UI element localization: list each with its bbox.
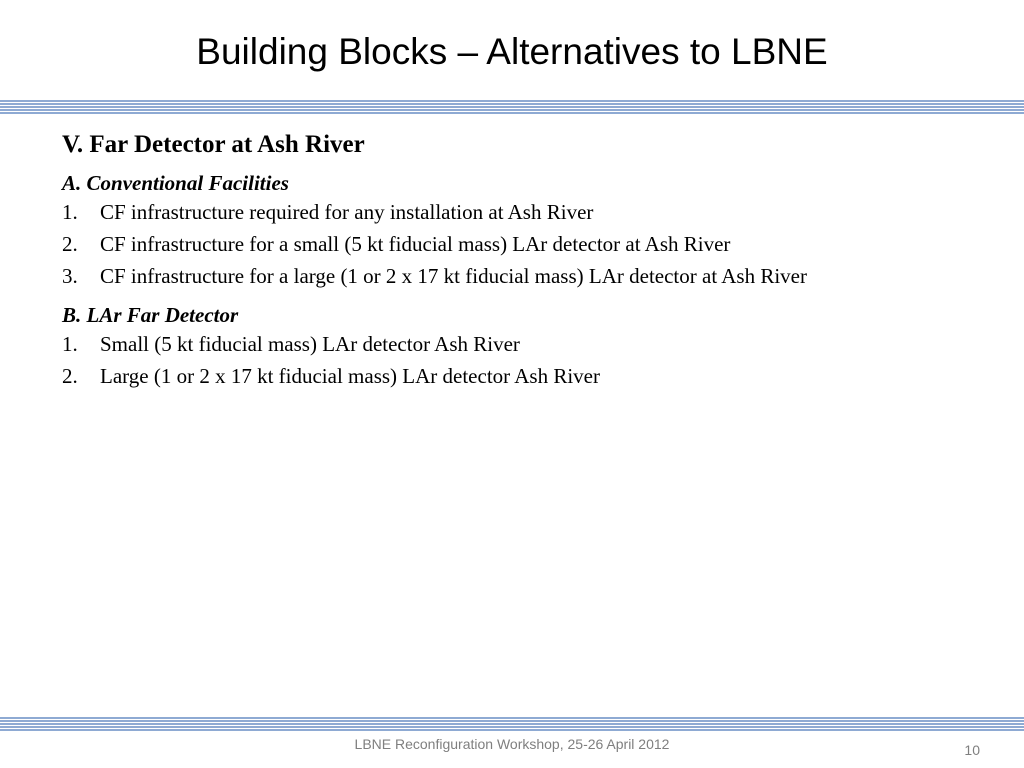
section-conventional-facilities	[62, 170, 962, 292]
list-item-number: 1.	[62, 200, 78, 224]
page-number: 10	[964, 742, 980, 758]
list-item	[62, 228, 962, 260]
slide-content	[62, 128, 962, 392]
list-item-number: 2.	[62, 364, 78, 388]
slide-title: Building Blocks – Alternatives to LBNE	[196, 31, 828, 72]
list-conventional-facilities	[62, 196, 962, 292]
list-item-number: 2.	[62, 232, 78, 256]
list-item	[62, 360, 962, 392]
section-heading: V. Far Detector at Ash River	[62, 131, 365, 158]
list-item	[62, 260, 962, 292]
list-lar-far-detector	[62, 328, 962, 392]
bottom-divider	[0, 717, 1024, 731]
list-item-text: CF infrastructure for a large (1 or 2 x 17 kt fiducial mass) LAr detector at Ash River	[100, 264, 807, 288]
section-lar-far-detector	[62, 302, 962, 392]
subheading-conventional-facilities: A. Conventional Facilities	[62, 171, 289, 195]
list-item-number: 1.	[62, 332, 78, 356]
list-item	[62, 328, 962, 360]
list-item-text: CF infrastructure for a small (5 kt fiducial mass) LAr detector at Ash River	[100, 232, 731, 256]
list-item	[62, 196, 962, 228]
list-item-text: CF infrastructure required for any installation at Ash River	[100, 200, 594, 224]
subheading-lar-far-detector: B. LAr Far Detector	[62, 303, 239, 327]
list-item-text: Small (5 kt fiducial mass) LAr detector Ash River	[100, 332, 520, 356]
list-item-text: Large (1 or 2 x 17 kt fiducial mass) LAr detector Ash River	[100, 364, 600, 388]
top-divider	[0, 100, 1024, 114]
footer-text: LBNE Reconfiguration Workshop, 25-26 April 2012	[354, 736, 670, 752]
list-item-number: 3.	[62, 264, 78, 288]
